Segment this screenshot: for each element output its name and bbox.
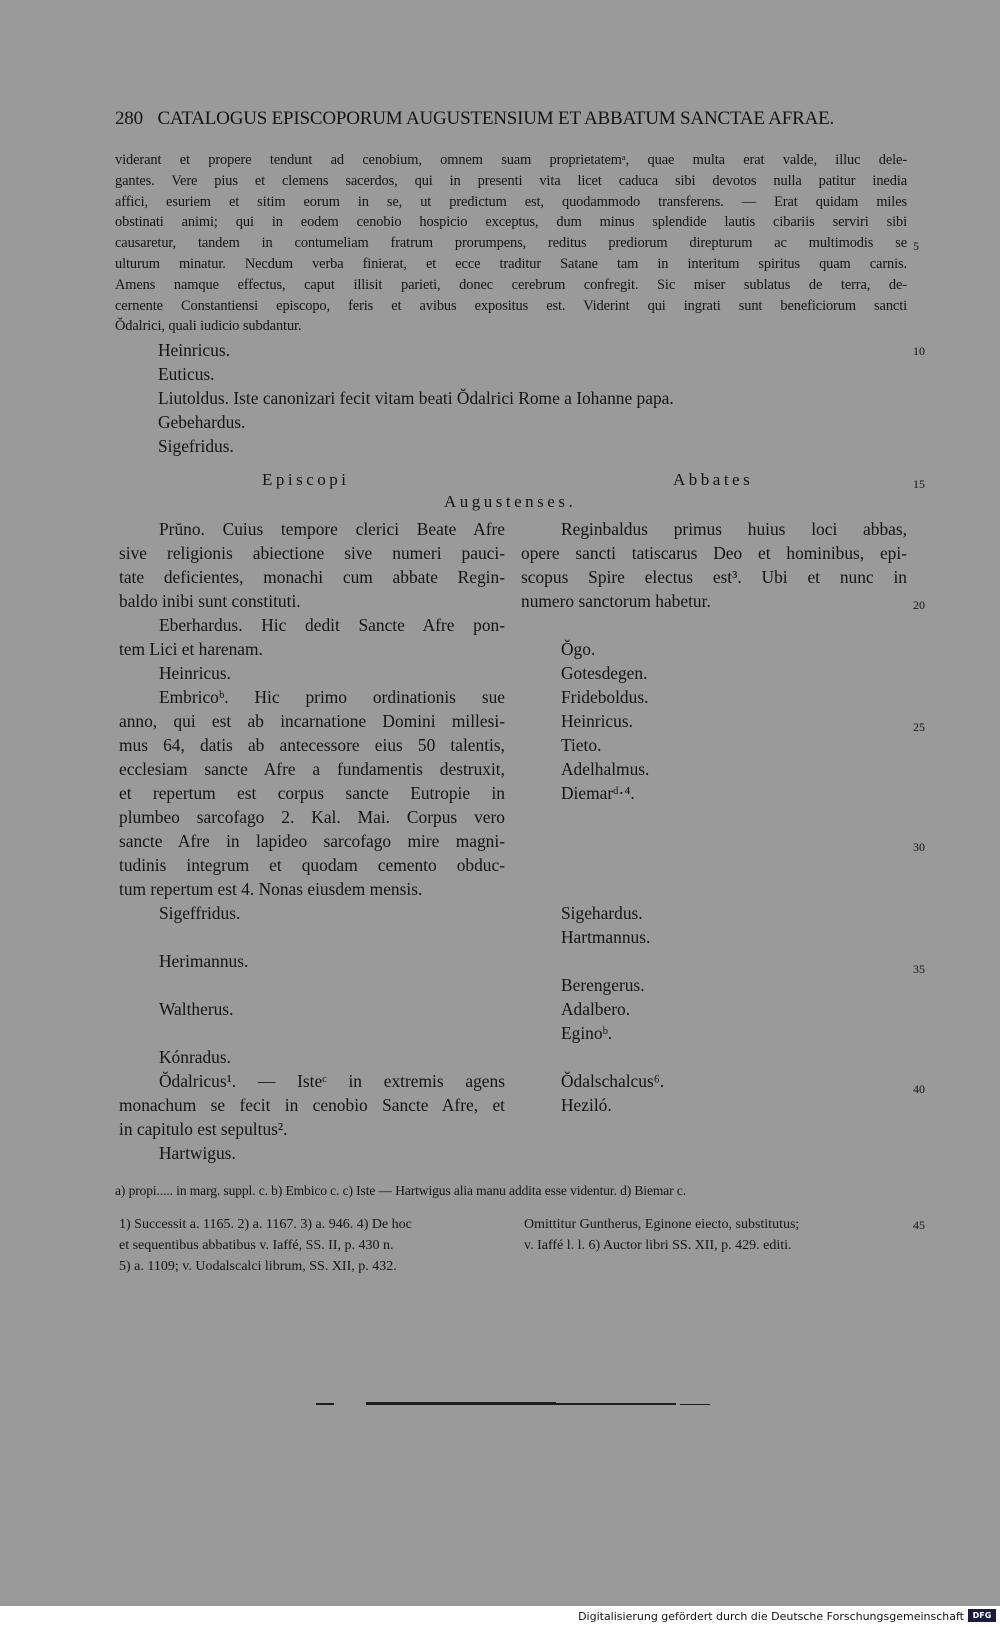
text-line: Sigeffridus. [159, 903, 241, 923]
footer-bar [0, 1606, 1000, 1627]
text-line: ulturum minatur. Necdum verba finierat, et ecce traditur Satane tam in interitum spiritus quam carnis. [115, 255, 907, 272]
line-number: 15 [913, 477, 925, 491]
text-line: Ŏdalrici, quali iudicio subdantur. [115, 318, 302, 335]
text-line: Berengerus. [561, 975, 645, 995]
text-line: Hartmannus. [561, 927, 651, 947]
text-line: Ŏgo. [561, 639, 596, 659]
text-line: baldo inibi sunt constituti. [119, 591, 301, 611]
text-line: affici, esuriem et sitim eorum in se, ut predictum est, quodammodo transferens. — Erat quidam miles [115, 193, 907, 210]
text-line: tate deficientes, monachi cum abbate Regin- [119, 567, 505, 587]
text-line: in capitulo est sepultus². [119, 1119, 288, 1139]
line-number: 10 [913, 344, 925, 358]
list-item: Liutoldus. Iste canonizari fecit vitam beati Ŏdalrici Rome a Iohanne papa. [158, 388, 674, 408]
text-line: gantes. Vere pius et clemens sacerdos, qui in presenti vita licet caduca sibi devotos nulla patitur inedia [115, 172, 907, 189]
list-item: Heinricus. [158, 340, 230, 360]
text-line: Tieto. [561, 735, 602, 755]
text-line [119, 925, 505, 949]
footnote-line: v. Iaffé l. l. 6) Auctor libri SS. XII, p. 429. editi. [524, 1238, 792, 1253]
divider [316, 1403, 334, 1405]
page-number: 280 [115, 108, 143, 129]
line-number: 40 [913, 1082, 925, 1096]
text-line: Herimannus. [159, 951, 249, 971]
footnote-line: 5) a. 1109; v. Uodalscalci librum, SS. XII, p. 432. [119, 1259, 397, 1274]
text-line: mus 64, datis ab antecessore eius 50 talentis, [119, 735, 505, 755]
heading-augustenses: Augustenses. [444, 492, 577, 511]
footnotes-numbers-right [524, 1214, 799, 1256]
text-line: obstinati animi; qui in eodem cenobio hospicio exceptus, dum minus splendide lautis cibariis serviri sibi [115, 214, 907, 231]
text-line: viderant et propere tendunt ad cenobium, omnem suam proprietatemᵃ, quae multa erat valde, illuc dele- [115, 152, 907, 168]
text-line [521, 853, 907, 877]
divider [680, 1404, 710, 1405]
divider [366, 1402, 556, 1405]
list-item: Gebehardus. [158, 412, 246, 432]
text-line: scopus Spire electus est³. Ubi et nunc in [521, 567, 907, 587]
text-line: Prŭno. Cuius tempore clerici Beate Afre [159, 519, 505, 539]
line-number: 25 [913, 720, 925, 734]
text-line: causaretur, tandem in contumeliam fratrum prorumpens, reditus prediorum direpturum ac multimodis se [115, 235, 907, 252]
text-line: Adelhalmus. [561, 759, 650, 779]
text-line: sancte Afre in lapideo sarcofago mire magni- [119, 831, 505, 851]
text-line: Waltherus. [159, 999, 234, 1019]
line-number: 45 [913, 1218, 925, 1232]
dfg-logo: DFG [968, 1609, 996, 1622]
text-line [521, 829, 907, 853]
text-line: Amens namque effectus, caput illisit parieti, donec cerebrum confregit. Sic miser sublatus de terra, de- [115, 276, 907, 293]
intro-paragraph [115, 150, 907, 337]
heading-abbates: Abbates [673, 470, 754, 489]
text-line [521, 805, 907, 829]
line-number: 20 [913, 598, 925, 612]
text-line: Heziló. [561, 1095, 612, 1115]
list-item: Sigefridus. [158, 436, 234, 456]
text-line [521, 613, 907, 637]
abbates-column [521, 517, 907, 1117]
text-line [521, 877, 907, 901]
text-line: numero sanctorum habetur. [521, 591, 711, 611]
text-line: Kónradus. [159, 1047, 231, 1067]
footnotes-letters: a) propi..... in marg. suppl. c. b) Embico c. c) Iste — Hartwigus alia manu addita esse videntur. d) Biemar c. [115, 1183, 686, 1198]
text-line: monachum se fecit in cenobio Sancte Afre, et [119, 1095, 505, 1115]
text-line: Hartwigus. [159, 1143, 236, 1163]
text-line: cernente Constantiensi episcopo, feris et avibus expositus est. Viderint qui ingrati sunt beneficiorum sancti [115, 297, 907, 314]
text-line: anno, qui est ab incarnatione Domini millesi- [119, 711, 505, 731]
page-header [115, 108, 834, 130]
list-item: Euticus. [158, 364, 215, 384]
text-line: tudinis integrum et quodam cemento obduc- [119, 855, 505, 875]
text-line: Reginbaldus primus huius loci abbas, [561, 519, 907, 539]
text-line: tem Lici et harenam. [119, 639, 263, 659]
text-line: ecclesiam sancte Afre a fundamentis destruxit, [119, 759, 505, 779]
text-line: Embricoᵇ. Hic primo ordinationis sue [159, 687, 505, 707]
text-line: Sigehardus. [561, 903, 643, 923]
text-line [521, 949, 907, 973]
footnote-line: et sequentibus abbatibus v. Iaffé, SS. II, p. 430 n. [119, 1238, 394, 1253]
text-line: opere sancti tatiscarus Deo et hominibus, epi- [521, 543, 907, 563]
text-line [119, 973, 505, 997]
line-number: 30 [913, 840, 925, 854]
text-line: Adalbero. [561, 999, 631, 1019]
text-line: sive religionis abiectione sive numeri pauci- [119, 543, 505, 563]
text-line: Heinricus. [561, 711, 633, 731]
text-line: Heinricus. [159, 663, 231, 683]
text-line: plumbeo sarcofago 2. Kal. Mai. Corpus vero [119, 807, 505, 827]
text-line: Frideboldus. [561, 687, 649, 707]
line-number: 35 [913, 962, 925, 976]
divider [556, 1403, 676, 1405]
episcopi-column [119, 517, 505, 1165]
text-line: Ŏdalschalcus⁶. [561, 1071, 665, 1091]
text-line: Eberhardus. Hic dedit Sancte Afre pon- [159, 615, 505, 635]
footnote-line: Omittitur Guntherus, Eginone eiecto, substitutus; [524, 1217, 800, 1232]
text-line [521, 1045, 907, 1069]
text-line: Gotesdegen. [561, 663, 648, 683]
heading-episcopi: Episcopi [262, 470, 350, 489]
footnote-line: 1) Successit a. 1165. 2) a. 1167. 3) a. 946. 4) De hoc [119, 1217, 412, 1232]
footnotes-numbers-left [119, 1214, 412, 1277]
text-line: Ŏdalricus¹. — Isteᶜ in extremis agens [159, 1071, 505, 1091]
footer-text: Digitalisierung gefördert durch die Deutsche Forschungsgemeinschaft [578, 1610, 964, 1623]
text-line: Diemarᵈ·⁴. [561, 783, 635, 803]
text-line [119, 1021, 505, 1045]
text-line: tum repertum est 4. Nonas eiusdem mensis. [119, 879, 423, 899]
text-line: Eginoᵇ. [561, 1023, 613, 1043]
page-title: CATALOGUS EPISCOPORUM AUGUSTENSIUM ET ABBATUM SANCTAE AFRAE. [157, 108, 835, 129]
line-number: 5 [913, 239, 919, 253]
text-line: et repertum est corpus sancte Eutropie in [119, 783, 505, 803]
